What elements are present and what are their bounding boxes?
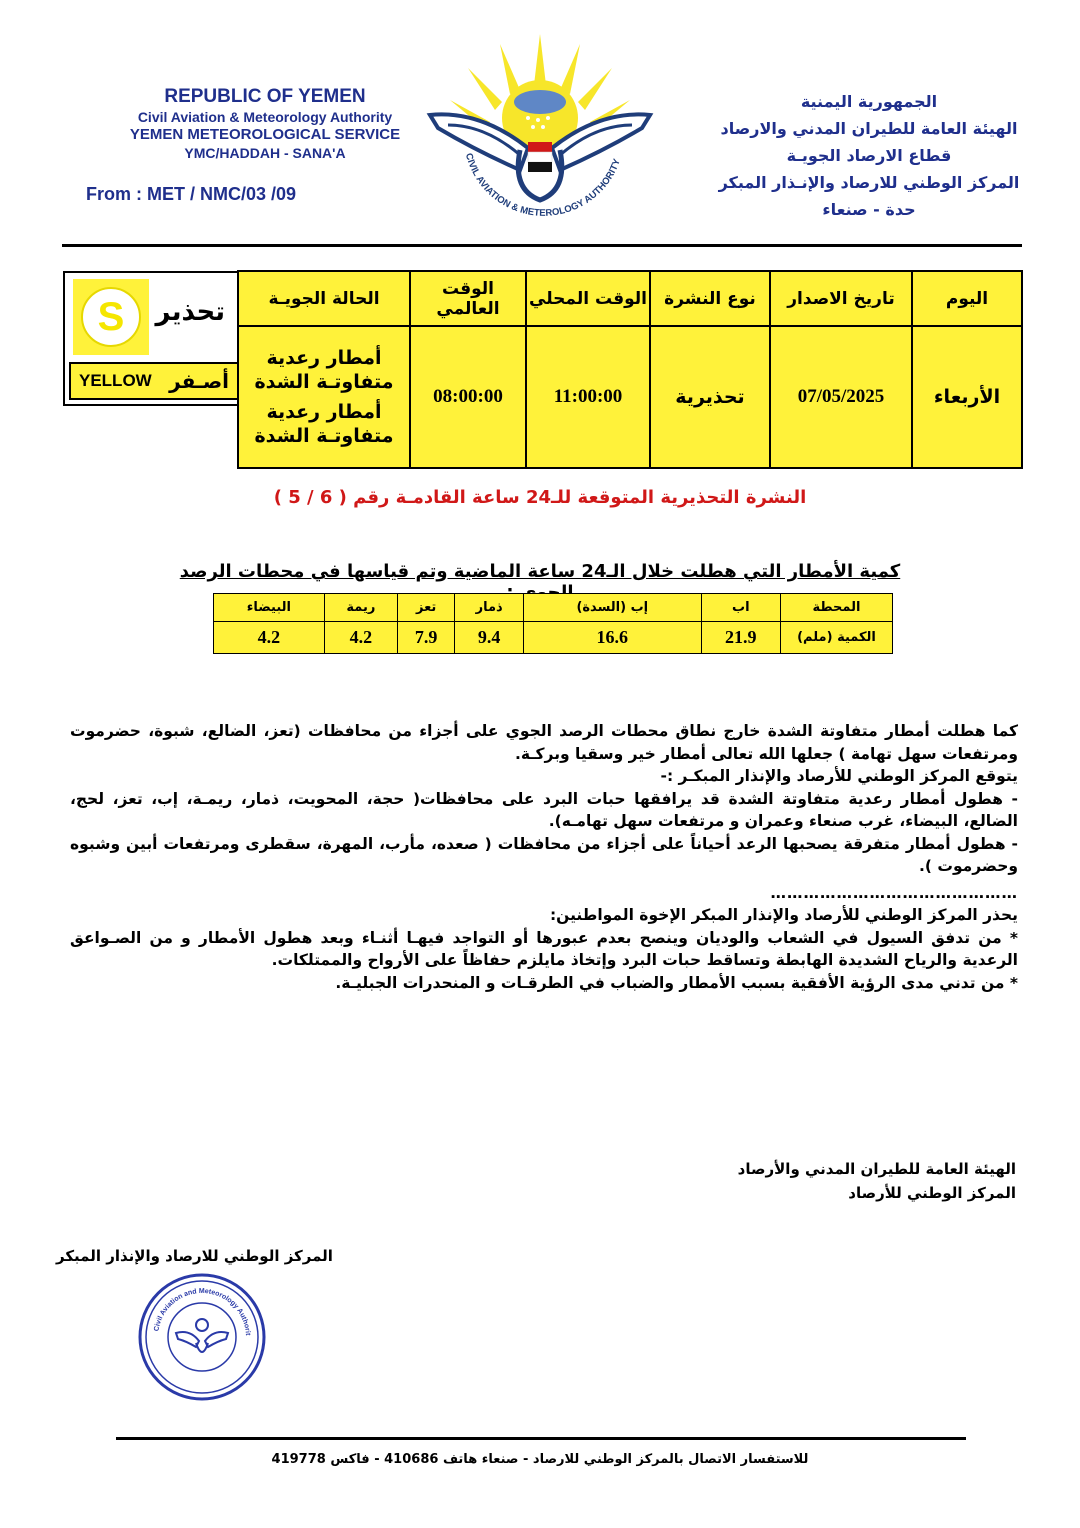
rainfall-amount: 4.2 [214,622,325,654]
station-name: اب [701,594,780,622]
weather-condition-2: أمطار رعدية متفاوتـة الشدة [254,401,394,447]
rainfall-amount: 4.2 [324,622,397,654]
stamp-text: Civil Aviation and Meteorology Authorit [153,1287,251,1336]
warning-word: تحذير [155,297,225,327]
sector-name-ar: قطاع الارصاد الجويـة [786,146,952,165]
warning-symbol-box [73,279,149,355]
dotted-separator: ……………………………………… [770,883,1018,902]
day-value: الأربعاء [912,326,1022,468]
rainfall-amount: 9.4 [455,622,524,654]
signature-block [738,1157,1016,1205]
bulletin-title [0,487,1080,508]
warning-letter-icon: S [81,287,141,347]
authority-logo [420,30,660,245]
station-name: تعز [397,594,454,622]
location-en: YMC/HADDAH - SANA'A [184,145,346,161]
bulletin-body [70,720,1018,994]
header-issue-date: تاريخ الاصدار [770,271,912,326]
bulletin-title-text: النشرة التحذيرية المتوقعة للـ24 ساعة القادمـة رقم ( 6 / 5 ) [273,487,807,508]
weather-condition-cell [238,326,410,468]
warning-level-en: YELLOW [79,371,152,390]
rainfall-title: كمية الأمطار التي هطلت خلال الـ24 ساعة الماضية وتم قياسها في محطات الرصد [179,561,901,582]
station-label: المحطة [781,594,893,622]
header-weather-condition: الحالة الجويـة [238,271,410,326]
rainfall-amount: 7.9 [397,622,454,654]
warning-level-badge [63,271,245,406]
station-name: ريمة [324,594,397,622]
weather-condition-1: أمطار رعدية متفاوتـة الشدة [254,347,394,393]
warning-item-1: * من تدفق السيول في الشعاب والوديان وينصح بعدم عبورها أو التواجد فيهـا أثنـاء وبعد هطول الأمطار و من الصـواعق الرعدية والرياح الشديدة الهابطة وتساقط حبات البرد وإتخاذ مايلزم حفاظاً على الأرواح والممتلكات. [70,928,1018,969]
rainfall-amount: 21.9 [701,622,780,654]
authority-name-en: Civil Aviation & Meteorology Authority [137,109,393,125]
observed-rain-paragraph: كما هطلت أمطار متفاوتة الشدة خارج نطاق محطات الرصد الجوي على أجزاء من محافظات (تعز، الضالع، شبوة، حضرموت ومرتفعات سهل تهامة ) جعلها الله تعالى أمطار خير وسقيا وبركـة. [70,722,1018,763]
country-name-en: REPUBLIC OF YEMEN [164,86,366,107]
location-ar: حدة - صنعاء [822,200,916,219]
bulletin-table [237,270,1023,469]
rainfall-amount: 16.6 [523,622,701,654]
contact-footer: للاستفسار الاتصال بالمركز الوطني للارصاد - صنعاء هاتف 410686 - فاكس 419778 [271,1452,809,1467]
bulletin-type-value: تحذيرية [650,326,770,468]
warning-intro: يحذر المركز الوطني للأرصاد والإنذار المبكر الإخوة المواطنين: [549,906,1018,924]
header-divider [62,244,1022,247]
header-day: اليوم [912,271,1022,326]
warning-item-2: * من تدني مدى الرؤية الأفقية بسبب الأمطار والضباب في الطرقـات و المنحدرات الجبليـة. [335,973,1018,992]
station-name: ذمار [455,594,524,622]
service-name-en: YEMEN METEOROLOGICAL SERVICE [129,126,401,143]
logo-text: CIVIL AVIATION & METEROLOGY AUTHORITY [462,151,623,219]
header-arabic [704,88,1034,223]
authority-name-ar: الهيئة العامة للطيران المدني والارصاد [720,119,1018,138]
issuing-center-label: المركز الوطني للارصاد والإنذار المبكر [56,1247,333,1265]
header-utc-time: الوقت العالمي [410,271,526,326]
footer-divider [116,1437,966,1440]
warning-level-ar: أصـفر [169,369,229,393]
forecast-item-2: - هطول أمطار متفرقة يصحبها الرعد أحياناً على أجزاء من محافظات ( صعده، مأرب، المهرة، سقطرى ومرتفعات أبين وشبوه وحضرموت ). [70,834,1018,875]
station-name: إب (السدة) [523,594,701,622]
warning-level-strip [69,362,239,400]
amount-label: الكمية (ملم) [781,622,893,654]
forecast-intro: يتوقع المركز الوطني للأرصاد والإنذار المبكـر :- [660,767,1018,785]
official-stamp [136,1271,268,1403]
issue-date-value: 07/05/2025 [770,326,912,468]
header-local-time: الوقت المحلي [526,271,650,326]
signature-center: المركز الوطني للأرصاد [848,1184,1016,1202]
from-reference: From : MET / NMC/03 /09 [86,184,297,204]
header-bulletin-type: نوع النشرة [650,271,770,326]
center-name-ar: المركز الوطني للارصاد والإنـذار المبكر [718,173,1020,192]
utc-time-value: 08:00:00 [410,326,526,468]
rainfall-table [213,593,893,654]
local-time-value: 11:00:00 [526,326,650,468]
country-name-ar: الجمهورية اليمنية [800,92,938,111]
signature-authority: الهيئة العامة للطيران المدني والأرصاد [737,1160,1016,1178]
forecast-item-1: - هطول أمطار رعدية متفاوتة الشدة قد يرافقها حبات البرد على محافظات( حجة، المحويت، ذمار، ريمـة، إب، تعز، لحج، الضالع، البيضاء، غرب صنعاء وعمران و مرتفعات سهل تهامـه). [70,789,1018,830]
station-name: البيضاء [214,594,325,622]
